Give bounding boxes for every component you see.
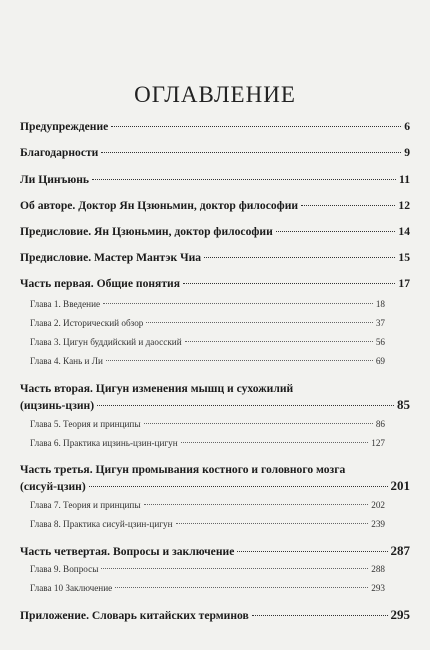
toc-entry-appendix	[20, 607, 410, 623]
toc-chapter-page: 37	[375, 318, 385, 328]
toc-entry-part-two	[20, 381, 410, 414]
toc-chapter-8	[30, 519, 385, 529]
toc-chapter-label: Глава 1. Введение	[30, 299, 101, 309]
toc-entry-page: 14	[398, 225, 410, 238]
toc-entry-page: 11	[399, 173, 410, 186]
toc-entry-label: Предисловие. Мастер Мантэк Чиа	[20, 251, 202, 264]
toc-chapter-10	[30, 583, 385, 593]
dot-leader	[144, 423, 373, 424]
toc-chapter-page: 239	[371, 519, 385, 529]
toc-chapter-9	[30, 564, 385, 574]
toc-chapter-label: Глава 4. Кань и Ли	[30, 356, 103, 366]
toc-chapter-page: 202	[371, 500, 385, 510]
toc-entry-part-three	[20, 462, 410, 495]
toc-entry-page: 85	[397, 397, 410, 412]
dot-leader	[252, 615, 388, 616]
toc-entry-label: Предисловие. Ян Цзюньмин, доктор философии	[20, 225, 273, 238]
toc-chapter-label: Глава 7. Теория и принципы	[30, 500, 141, 510]
page-title: ОГЛАВЛЕНИЕ	[134, 82, 296, 107]
toc-entry-preface-chia	[20, 251, 410, 264]
toc-entry-label: Часть вторая. Цигун изменения мышц и сухожилий	[20, 382, 294, 395]
toc-entry-page: 9	[404, 146, 410, 159]
toc-entry-label: Приложение. Словарь китайских терминов	[20, 609, 249, 622]
toc-chapter-page: 86	[375, 419, 385, 429]
toc-entry-label: Часть первая. Общие понятия	[20, 277, 180, 290]
dot-leader	[204, 257, 395, 258]
toc-entry-li-qingyun	[20, 173, 410, 186]
dot-leader	[103, 303, 373, 304]
toc-chapter-page: 56	[375, 337, 385, 347]
toc-entry-label: Часть четвертая. Вопросы и заключение	[20, 545, 235, 558]
toc-chapter-1	[30, 299, 385, 309]
toc-chapter-2	[30, 318, 385, 328]
dot-leader	[176, 523, 369, 524]
toc-entry-part-four	[20, 543, 410, 559]
dot-leader	[101, 568, 368, 569]
dot-leader	[185, 341, 373, 342]
dot-leader	[146, 322, 372, 323]
dot-leader	[89, 486, 388, 487]
dot-leader	[237, 551, 387, 552]
toc-chapter-page: 293	[371, 583, 385, 593]
dot-leader	[92, 179, 396, 180]
toc-entry-label: Благодарности	[20, 146, 99, 159]
toc-entry-page: 201	[390, 478, 410, 493]
dot-leader	[111, 126, 401, 127]
toc-chapter-3	[30, 337, 385, 347]
toc-entry-page: 287	[390, 543, 410, 558]
toc-entry-page: 6	[404, 120, 410, 133]
toc-entry-label: Часть третья. Цигун промывания костного и головного мозга	[20, 463, 346, 476]
toc-entry-label-cont: (ицзинь-цзин)	[20, 399, 95, 412]
toc-chapter-label: Глава 5. Теория и принципы	[30, 419, 141, 429]
toc-chapter-6	[30, 438, 385, 448]
toc-entry-label: Об авторе. Доктор Ян Цзюньмин, доктор философии	[20, 199, 299, 212]
toc-entry-label: Предупреждение	[20, 120, 109, 133]
section-heading-line	[20, 478, 410, 495]
section-heading-line	[20, 397, 410, 414]
dot-leader	[276, 231, 396, 232]
toc-chapter-page: 288	[371, 564, 385, 574]
toc-entry-warning	[20, 120, 410, 133]
toc-entry-part-one	[20, 277, 410, 290]
toc-chapter-label: Глава 6. Практика ицзинь-цзин-цигун	[30, 438, 178, 448]
toc-chapter-label: Глава 10 Заключение	[30, 583, 113, 593]
dot-leader	[181, 442, 369, 443]
section-heading-line	[20, 462, 410, 478]
dot-leader	[106, 360, 373, 361]
toc-chapter-4	[30, 356, 385, 366]
toc-chapter-7	[30, 500, 385, 510]
toc-entry-page: 12	[398, 199, 410, 212]
dot-leader	[101, 152, 401, 153]
section-heading-line	[20, 381, 410, 397]
toc-entry-label: Ли Цинъюнь	[20, 173, 90, 186]
toc-chapter-label: Глава 8. Практика сисуй-цзин-цигун	[30, 519, 173, 529]
toc-chapter-label: Глава 3. Цигун буддийский и даосский	[30, 337, 182, 347]
toc-chapter-label: Глава 2. Исторический обзор	[30, 318, 144, 328]
toc-entry-label-cont: (сисуй-цзин)	[20, 480, 86, 493]
toc-chapter-5	[30, 419, 385, 429]
toc-entry-preface-yang	[20, 225, 410, 238]
dot-leader	[144, 504, 369, 505]
toc-entry-acknowledgements	[20, 146, 410, 159]
dot-leader	[115, 587, 368, 588]
toc-chapter-label: Глава 9. Вопросы	[30, 564, 99, 574]
toc-entry-about-author	[20, 199, 410, 212]
toc-chapter-page: 18	[375, 299, 385, 309]
toc-entry-page: 17	[398, 277, 410, 290]
toc-entry-page: 295	[390, 607, 410, 622]
toc-entry-page: 15	[398, 251, 410, 264]
dot-leader	[301, 205, 395, 206]
toc-chapter-page: 69	[375, 356, 385, 366]
dot-leader	[97, 405, 394, 406]
dot-leader	[183, 283, 395, 284]
toc-chapter-page: 127	[371, 438, 385, 448]
